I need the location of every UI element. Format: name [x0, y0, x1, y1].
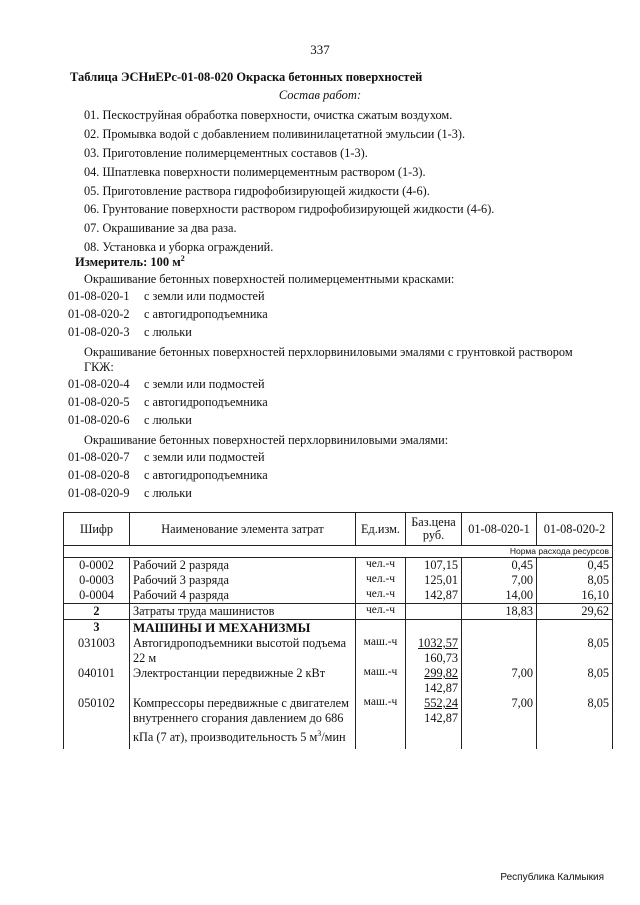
works-subtitle: Состав работ: [278, 88, 362, 102]
cell-code: 3 [64, 620, 130, 637]
cell-norm-2: 29,62 [537, 604, 613, 620]
cell-name: Затраты труда машинистов [130, 604, 356, 620]
norm-code-line [0, 393, 640, 411]
norm-groups [0, 272, 640, 502]
cell-norm-1: 14,00 [462, 588, 537, 604]
table-row [64, 696, 613, 749]
cell-code: 040101 [64, 666, 130, 696]
table-row [64, 588, 613, 604]
norm-text: с автогидроподъемника [144, 307, 268, 321]
table-row [64, 558, 613, 574]
cell-price: 1032,57 160,73 [406, 636, 462, 666]
work-item: 04. Шпатлевка поверхности полимерцементным раствором (1-3). [84, 164, 426, 179]
work-item: 01. Пескоструйная обработка поверхности, очистка сжатым воздухом. [84, 108, 453, 122]
cell-price: 125,01 [406, 573, 462, 588]
cell-norm-1: 18,83 [462, 604, 537, 620]
norm-code: 01-08-020-6 [68, 413, 130, 427]
column-header-code: Шифр [64, 513, 130, 546]
norm-text: с земли или подмостей [144, 289, 265, 303]
norm-code: 01-08-020-3 [68, 325, 130, 339]
work-item: 06. Грунтование поверхности раствором гидрофобизирующей жидкости (4-6). [84, 202, 495, 217]
group-heading: Окрашивание бетонных поверхностей полимерцементными красками: [84, 272, 455, 286]
cell-norm-2: 16,10 [537, 588, 613, 604]
work-item: 08. Установка и уборка ограждений. [84, 240, 274, 255]
cell-name: Автогидроподъемники высотой подъема 22 м [130, 636, 356, 666]
norm-caption: Норма расхода ресурсов [64, 546, 613, 558]
page-number: 337 [310, 42, 330, 57]
cell-unit: чел.-ч [356, 558, 406, 574]
cell-norm-2: 8,05 [537, 636, 613, 666]
work-item: 05. Приготовление раствора гидрофобизирующей жидкости (4-6). [84, 183, 430, 198]
column-header-unit: Ед.изм. [356, 513, 406, 546]
norm-text: с автогидроподъемника [144, 468, 268, 482]
cell-price: 142,87 [406, 588, 462, 604]
section-name: МАШИНЫ И МЕХАНИЗМЫ [130, 620, 356, 637]
page-footer: Республика Калмыкия [500, 872, 604, 883]
work-item: 07. Окрашивание за два раза. [84, 221, 237, 236]
cell-code: 0-0004 [64, 588, 130, 604]
norm-text: с земли или подмостей [144, 450, 265, 464]
cell-code: 0-0003 [64, 573, 130, 588]
cell-norm-2: 8,05 [537, 696, 613, 749]
table-row [64, 573, 613, 588]
cell-norm-1: 0,45 [462, 558, 537, 574]
measure-unit: Измеритель: 100 $м^2$ [75, 254, 185, 270]
norm-code: 01-08-020-5 [68, 395, 130, 409]
group-heading: Окрашивание бетонных поверхностей перхлорвиниловыми эмалями с грунтовкой раствором ГКЖ: [84, 345, 573, 374]
cell-unit: чел.-ч [356, 573, 406, 588]
cell-price: 107,15 [406, 558, 462, 574]
norm-code-line [0, 484, 640, 502]
norm-code: 01-08-020-9 [68, 486, 130, 500]
cell-price [406, 604, 462, 620]
cell-name: Электростанции передвижные 2 кВт [130, 666, 356, 696]
table-title: Таблица ЭСНиЕРс-01-08-020 Окраска бетонных поверхностей [70, 70, 423, 84]
table-header-row [64, 513, 613, 546]
cell-code: 050102 [64, 696, 130, 749]
cell-unit: маш.-ч [356, 666, 406, 696]
group [0, 433, 640, 502]
norm-text: с автогидроподъемника [144, 395, 268, 409]
norm-code: 01-08-020-2 [68, 307, 130, 321]
cell-norm-1 [462, 620, 537, 637]
cell-unit: маш.-ч [356, 636, 406, 666]
cost-table [63, 512, 613, 749]
cell-price: 299,82 142,87 [406, 666, 462, 696]
cell-name: Рабочий 2 разряда [130, 558, 356, 574]
norm-code-line [0, 375, 640, 393]
column-header-name: Наименование элемента затрат [130, 513, 356, 546]
column-header-norm-1: 01-08-020-1 [462, 513, 537, 546]
norm-caption-row [64, 546, 613, 558]
works-list [84, 106, 494, 257]
cell-unit [356, 620, 406, 637]
norm-text: с люльки [144, 325, 192, 339]
column-header-norm-2: 01-08-020-2 [537, 513, 613, 546]
group [0, 345, 640, 429]
norm-code: 01-08-020-7 [68, 450, 130, 464]
norm-code: 01-08-020-1 [68, 289, 130, 303]
cell-name: Рабочий 4 разряда [130, 588, 356, 604]
norm-text: с люльки [144, 486, 192, 500]
cell-price [406, 620, 462, 637]
cell-norm-2: 8,05 [537, 666, 613, 696]
cell-norm-2: 0,45 [537, 558, 613, 574]
table-row [64, 604, 613, 620]
cell-price: 552,24 142,87 [406, 696, 462, 749]
cell-norm-1: 7,00 [462, 666, 537, 696]
work-item: 02. Промывка водой с добавлением поливинилацетатной эмульсии (1-3). [84, 126, 466, 141]
norm-code-line [0, 305, 640, 323]
cell-unit: маш.-ч [356, 696, 406, 749]
norm-code-line [0, 448, 640, 466]
work-item: 03. Приготовление полимерцементных составов (1-3). [84, 145, 368, 160]
norm-code: 01-08-020-4 [68, 377, 130, 391]
section-row [64, 620, 613, 637]
cell-norm-1: 7,00 [462, 573, 537, 588]
norm-text: с земли или подмостей [144, 377, 265, 391]
norm-code: 01-08-020-8 [68, 468, 130, 482]
norm-code-line [0, 287, 640, 305]
cell-name: Рабочий 3 разряда [130, 573, 356, 588]
norm-code-line [0, 466, 640, 484]
cell-code: 2 [64, 604, 130, 620]
cell-code: 0-0002 [64, 558, 130, 574]
cell-code: 031003 [64, 636, 130, 666]
norm-text: с люльки [144, 413, 192, 427]
cell-norm-2 [537, 620, 613, 637]
cell-norm-1: 7,00 [462, 696, 537, 749]
cell-unit: чел.-ч [356, 604, 406, 620]
cell-norm-2: 8,05 [537, 573, 613, 588]
cell-unit: чел.-ч [356, 588, 406, 604]
table-row [64, 666, 613, 696]
group [0, 272, 640, 341]
cell-name: Компрессоры передвижные с двигателем внутреннего сгорания давлением до 686 кПа (7 ат), производительность 5 $м^3$/мин [130, 696, 356, 749]
norm-code-line [0, 323, 640, 341]
group-heading: Окрашивание бетонных поверхностей перхлорвиниловыми эмалями: [84, 433, 449, 447]
norm-code-line [0, 411, 640, 429]
table-row [64, 636, 613, 666]
column-header-price: Баз.цена руб. [406, 513, 462, 546]
cell-norm-1 [462, 636, 537, 666]
